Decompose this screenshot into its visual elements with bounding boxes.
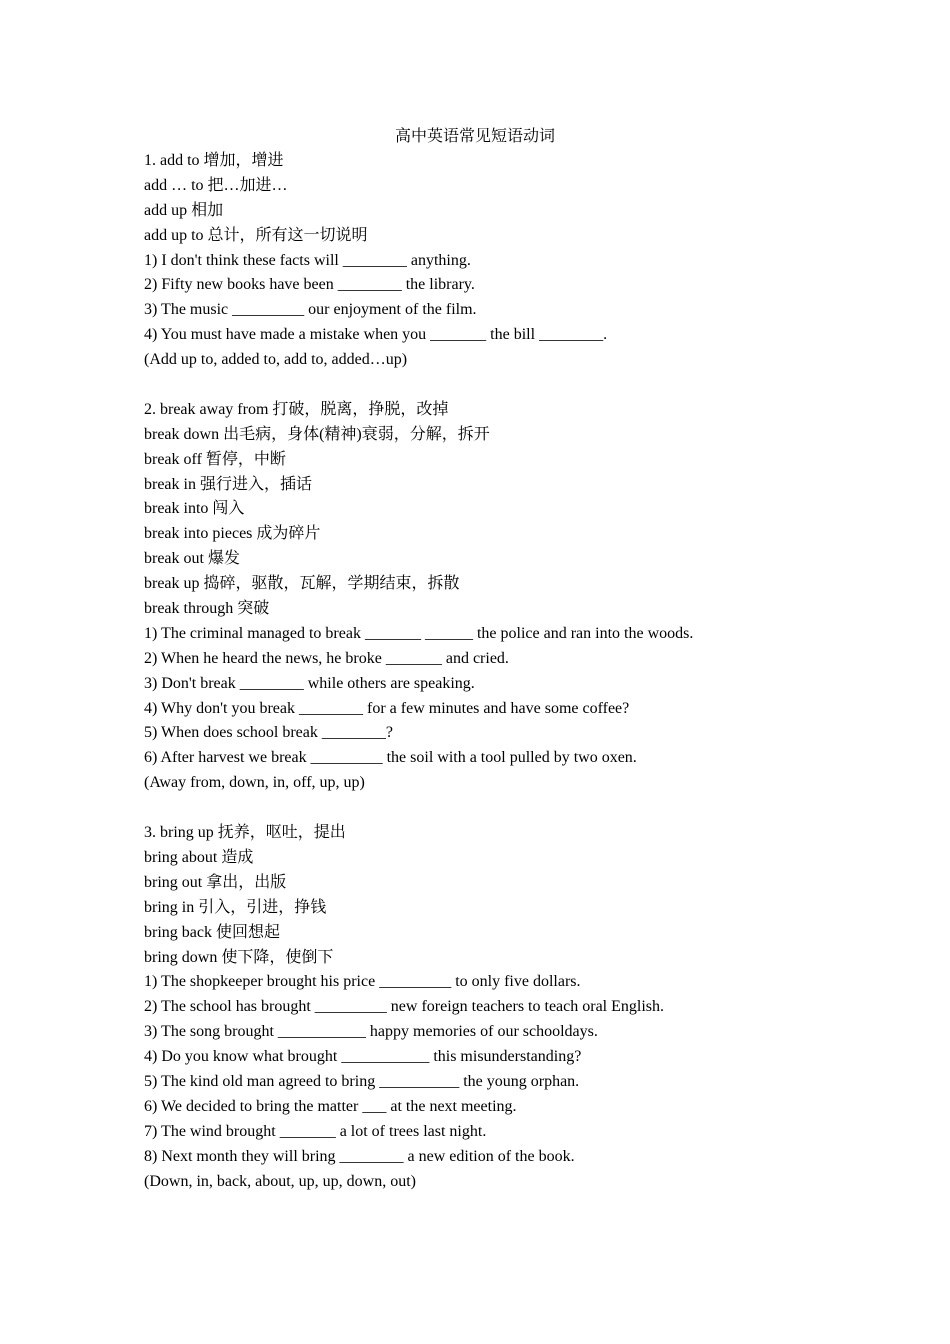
phrase-entry: bring out 拿出，出版 xyxy=(144,873,287,891)
exercise-sentence: 2) Fifty new books have been ________ the library. xyxy=(144,276,475,294)
exercise-sentence: 5) The kind old man agreed to bring __________ the young orphan. xyxy=(144,1072,580,1090)
phrase-entry: 3. bring up 抚养，呕吐，提出 xyxy=(144,824,346,842)
phrase-entry: bring about 造成 xyxy=(144,848,254,866)
exercise-sentence: 1) The criminal managed to break _______ ______ the police and ran into the woods. xyxy=(144,624,694,642)
exercise-sentence: 4) You must have made a mistake when you _______ the bill ________. xyxy=(144,326,608,344)
section-spacer xyxy=(144,796,904,821)
document-title: 高中英语常见短语动词 xyxy=(394,128,555,145)
phrase-entry: 1. add to 增加，增进 xyxy=(144,152,284,169)
document-body xyxy=(144,149,904,1194)
section-bring xyxy=(144,821,904,1194)
phrase-entry: break off 暂停，中断 xyxy=(144,450,286,468)
exercise-sentence: 1) The shopkeeper brought his price _________ to only five dollars. xyxy=(144,973,581,991)
phrase-entry: break up 捣碎，驱散，瓦解，学期结束，拆散 xyxy=(144,575,460,593)
phrase-entry: break down 出毛病，身体(精神)衰弱，分解，拆开 xyxy=(144,425,490,443)
exercise-sentence: 2) When he heard the news, he broke _______ and cried. xyxy=(144,649,509,667)
phrase-entry: break into 闯入 xyxy=(144,500,245,518)
phrase-entry: break in 强行进入，插话 xyxy=(144,475,312,493)
exercise-sentence: 3) Don't break ________ while others are speaking. xyxy=(144,674,475,692)
phrase-entry: add … to 把…加进… xyxy=(144,176,288,194)
phrase-entry: add up to 总计，所有这一切说明 xyxy=(144,226,368,244)
answer-key: (Add up to, added to, add to, added…up) xyxy=(144,351,408,369)
exercise-sentence: 4) Why don't you break ________ for a few minutes and have some coffee? xyxy=(144,699,630,717)
exercise-sentence: 5) When does school break ________? xyxy=(144,724,393,742)
answer-key: (Away from, down, in, off, up, up) xyxy=(144,774,365,792)
exercise-sentence: 1) I don't think these facts will ________ anything. xyxy=(144,251,471,269)
exercise-sentence: 7) The wind brought _______ a lot of trees last night. xyxy=(144,1122,487,1140)
section-spacer xyxy=(144,373,904,398)
exercise-sentence: 6) We decided to bring the matter ___ at the next meeting. xyxy=(144,1097,517,1115)
phrase-entry: bring in 引入，引进，挣钱 xyxy=(144,898,327,916)
phrase-entry: 2. break away from 打破，脱离，挣脱，改掉 xyxy=(144,400,449,418)
phrase-entry: add up 相加 xyxy=(144,201,224,219)
section-break xyxy=(144,398,904,796)
section-add xyxy=(144,149,904,373)
phrase-entry: break out 爆发 xyxy=(144,550,240,568)
exercise-sentence: 4) Do you know what brought ___________ this misunderstanding? xyxy=(144,1048,582,1066)
exercise-sentence: 8) Next month they will bring ________ a new edition of the book. xyxy=(144,1147,575,1165)
phrase-entry: bring down 使下降，使倒下 xyxy=(144,948,334,966)
answer-key: (Down, in, back, about, up, up, down, out) xyxy=(144,1172,416,1190)
exercise-sentence: 6) After harvest we break _________ the soil with a tool pulled by two oxen. xyxy=(144,749,637,767)
exercise-sentence: 3) The song brought ___________ happy memories of our schooldays. xyxy=(144,1023,598,1041)
exercise-sentence: 2) The school has brought _________ new foreign teachers to teach oral English. xyxy=(144,998,665,1016)
phrase-entry: break through 突破 xyxy=(144,600,270,618)
exercise-sentence: 3) The music _________ our enjoyment of the film. xyxy=(144,301,477,319)
phrase-entry: bring back 使回想起 xyxy=(144,923,280,941)
phrase-entry: break into pieces 成为碎片 xyxy=(144,525,321,543)
